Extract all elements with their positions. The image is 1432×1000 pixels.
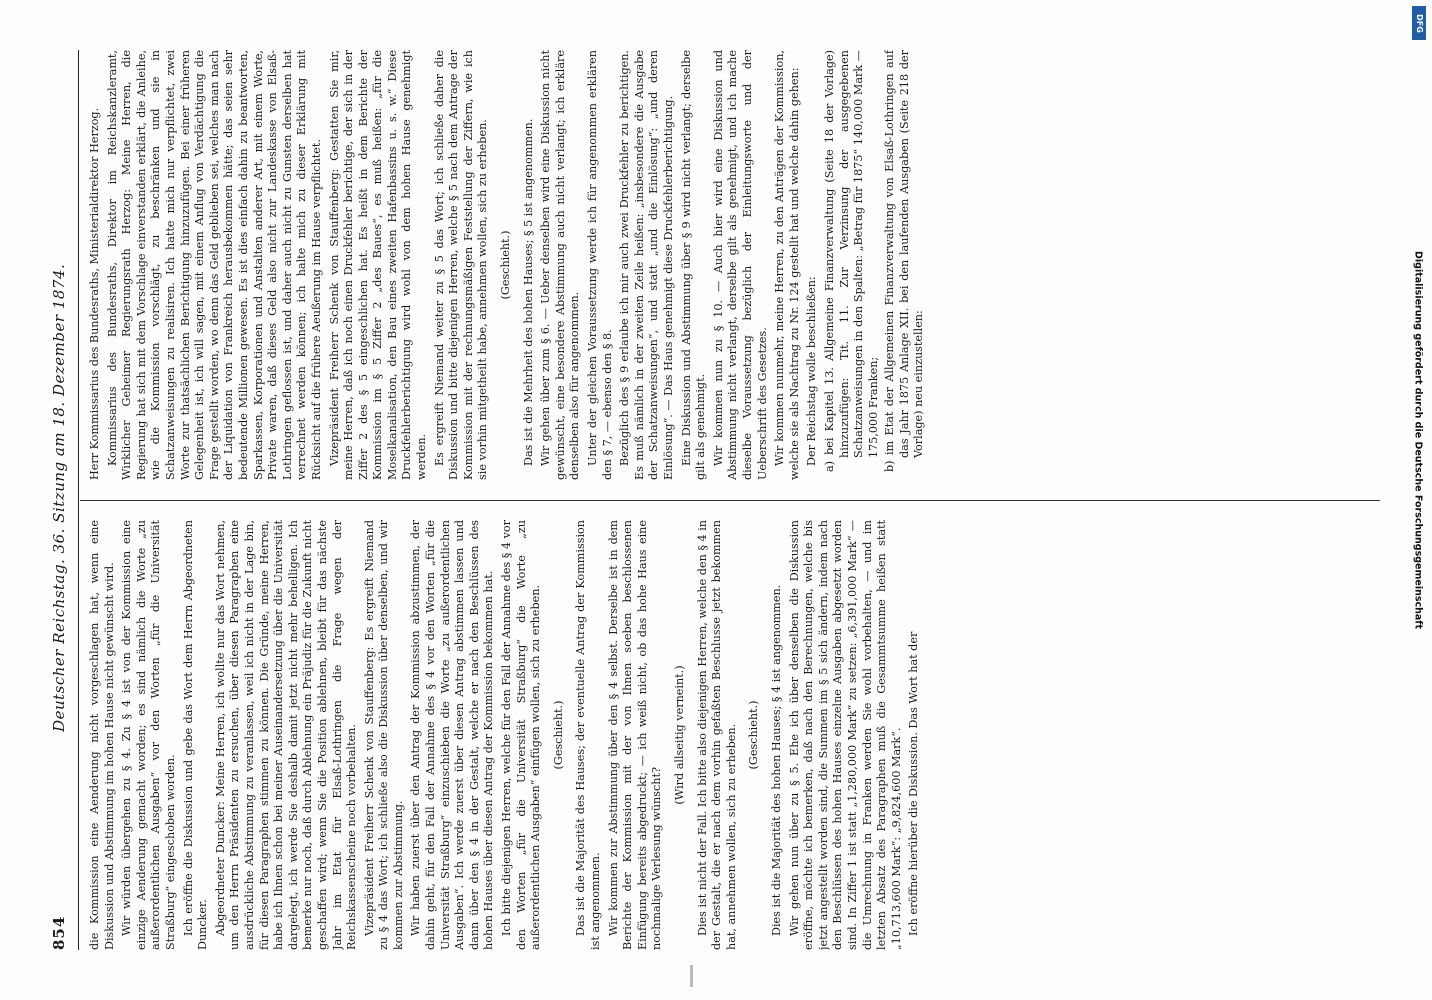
session-title: Deutscher Reichstag. 36. Sitzung am 18. Dezember 1874. [50, 263, 68, 732]
paragraph: Wir gehen über zum § 6. — Ueber denselben wird eine Diskussion nicht gewünscht, eine besondere Abstimmung auch nicht verlangt; ich erkläre denselben also für angenommen. [539, 50, 582, 480]
credit-text: Digitalisierung gefördert durch die Deutsche Forschungsgemeinschaft [1412, 251, 1424, 629]
dfg-logo: DFG [1412, 6, 1426, 40]
paragraph: Der Reichstag wolle beschließen: [805, 276, 819, 466]
paragraph: a) bei Kapitel 13. Allgemeine Finanzverwaltung (Seite 18 der Vorlage) hinzuzufügen: Tit. 11. Zur Verzinsung der ausgegebenen Schatzanweisungen in den Spalten: „Betrag für 1875“ 140,000 Mark — 175,000 Franken; [822, 50, 880, 472]
paragraph: Vizepräsident Freiherr Schenk von Stauffenberg: Es ergreift Niemand zu § 4 das Wort; ich schließe also die Diskussion über denselben, und wir kommen zur Abstimmung. [362, 520, 405, 950]
paragraph: Das ist die Majorität des Hauses; der eventuelle Antrag der Kommission ist angenommen. [574, 520, 602, 950]
paragraph: Das ist die Mehrheit des hohen Hauses; § 5 ist angenommen. [521, 118, 535, 466]
paragraph: Herr Kommissarius des Bundesraths, Ministerialdirektor Herzog. [88, 107, 101, 480]
paragraph: Wir kommen nunmehr, meine Herren, zu den Anträgen der Kommission, welche sie als Nachtrag zu Nr. 124 gestellt hat und welche dahin gehen: [773, 50, 801, 480]
left-text-column [88, 520, 1378, 950]
stage-direction: (Geschieht.) [499, 230, 513, 300]
paragraph: Dies ist nicht der Fall. Ich bitte also diejenigen Herren, welche den § 4 in der Gestalt, die er nach dem vorhin gefaßten Beschlusse jetzt bekommen hat, annehmen wollen, sich zu erheben. [695, 520, 738, 950]
page-header [50, 50, 79, 950]
page-number: 854 [50, 915, 68, 950]
digitization-credit [1410, 40, 1426, 840]
paragraph: Eine Diskussion und Abstimmung über § 9 wird nicht verlangt; derselbe gilt als genehmigt. [679, 50, 708, 480]
right-text-column [88, 50, 1378, 480]
paragraph: Ich eröffne die Diskussion und gebe das Wort dem Herrn Abgeordneten Duncker. [181, 520, 210, 950]
paragraph: Abgeordneter Duncker: Meine Herren, ich wollte nur das Wort nehmen, um den Herrn Präsidenten zu ersuchen, über diesen Paragraphen eine ausdrückliche Abstimmung zu veranlassen, weil ich nicht in der Lage bin, für diesen Paragraphen stimmen zu können. Die Gründe, meine Herren, habe ich Ihnen schon bei meiner Auseinandersetzung über die Universität dargelegt, ich werde Sie deshalb damit jetzt nicht mehr behelligen. Ich bemerke nur noch, daß durch Ablehnung ein Präjudiz für die Zukunft nicht geschaffen wird; wenn Sie die Position ablehnen, bleibt für das nächste Jahr im Etat für Elsaß-Lothringen die Frage wegen der Reichskassenscheine noch vorbehalten. [213, 520, 359, 950]
paragraph: Wir kommen nun zu § 10. — Auch hier wird eine Diskussion und Abstimmung nicht verlangt, derselbe gilt als genehmigt, und ich mache dieselbe Voraussetzung bezüglich der Einleitungsworte und der Ueberschrift des Gesetzes. [711, 50, 769, 480]
stage-direction: (Geschieht.) [551, 700, 565, 770]
paragraph: Kommissarius des Bundesraths, Direktor im Reichskanzleramt, Wirklicher Geheimer Regierungsrath Herzog: Meine Herren, die Regierung hat sich mit dem Vorschlage einverstanden erklärt, die Anleihe, wie die Kommission vorschlägt, zu beschränken und sie in Schatzanweisungen zu realisiren. Ich hatte mich nur verpflichtet, zwei Worte zur thatsächlichen Berichtigung hinzuzufügen. Bei einer früheren Gelegenheit ist, ich will sagen, mit einem Anflug von Verdächtigung die Frage gestellt worden, wo denn das Geld geblieben sei, welches man nach der Liquidation von Frankreich herausbekommen hätte; das seien sehr bedeutende Millionen gewesen. Es ist dies einfach dahin zu beantworten, Sparkassen, Korporationen und Anstalten anderer Art, mit einem Worte, Private waren, daß dieses Geld also nicht zur Landeskasse von Elsaß-Lothringen geflossen ist, und daher auch nicht zu Gunsten derselben hat verrechnet werden können; ich halte mich zu dieser Erklärung mit Rücksicht auf die frühere Aeußerung im Hause verpflichtet. [105, 50, 323, 480]
paragraph: Vizepräsident Freiherr Schenk von Stauffenberg: Gestatten Sie mir, meine Herren, daß ich noch einen Druckfehler berichtige, der sich in der Ziffer 2 des § 5 eingeschlichen hat. Es heißt in dem Berichte der Kommission im § 5 Ziffer 2 „des Baues“, es muß heißen: „für die Moselkanalisation, den Bau eines zweiten Hafenbassins u. s. w.“ Diese Druckfehlerberichtigung wird wohl von dem hohen Hause genehmigt werden. [327, 50, 429, 480]
paragraph: Wir kommen zur Abstimmung über den § 4 selbst. Derselbe ist in dem Berichte der Kommission mit der von Ihnen soeben beschlossenen Einfügung bereits abgedruckt; — ich weiß nicht, ob das hohe Haus eine nochmalige Verlesung wünscht? [606, 520, 664, 950]
paragraph: Unter der gleichen Voraussetzung werde ich für angenommen erklären den § 7, — ebenso den § 8. [586, 50, 614, 480]
column-divider [80, 500, 1380, 501]
paragraph: die Kommission eine Aenderung nicht vorgeschlagen hat, wenn eine Diskussion und Abstimmung im hohen Hause nicht gewünscht wird. [88, 520, 116, 950]
paragraph: Dies ist die Majorität des hohen Hauses; § 4 ist angenommen. [769, 584, 783, 936]
paragraph: Bezüglich des § 9 erlaube ich mir auch zwei Druckfehler zu berichtigen. Es muß nämlich in der zweiten Zeile heißen: „insbesondere die Ausgabe der Schatzanweisungen“, und statt „und die Einlösung“: „und deren Einlösung“. — Das Haus genehmigt diese Druckfehlerberichtigung. [618, 50, 675, 480]
paragraph: Ich bitte diejenigen Herren, welche für den Fall der Annahme des § 4 vor den Worten „für die Universität Straßburg“ die Worte „zu außerordentlichen Ausgaben“ einfügen wollen, sich zu erheben. [500, 520, 543, 950]
stage-direction: (Geschieht.) [747, 700, 761, 770]
scan-mark [690, 965, 693, 987]
paragraph: Wir würden übergehen zu § 4. Zu § 4 ist von der Kommission eine einzige Aenderung gemacht worden; es sind nämlich die Worte „zu außerordentlichen Ausgaben“ vor den Worten „für die Universität Straßburg“ eingeschoben worden. [120, 520, 177, 950]
paragraph: Ich eröffne hierüber die Diskussion. Das Wort hat der [907, 631, 921, 936]
paragraph: Wir gehen nun über zu § 5. Ehe ich über denselben die Diskussion eröffne, möchte ich bemerken, daß nach den Berechnungen, welche bis jetzt angestellt worden sind, die Summen im § 5 sich ändern, indem nach den Beschlüssen des hohen Hauses einzelne Ausgaben abgesetzt worden sind. In Ziffer 1 ist statt „1,280,000 Mark“ zu setzen: „6,391,000 Mark“ — die Umrechnung in Franken werden Sie wohl vorbehalten, — und im letzten Absatz des Paragraphen muß die Gesammtsumme heißen statt „10,713,600 Mark“: „9,824,600 Mark“. [787, 520, 903, 950]
stage-direction: (Wird allseitig verneint.) [672, 665, 686, 805]
rotated-newspaper-sheet [36, 30, 1396, 970]
paragraph: b) im Etat der Allgemeinen Finanzverwaltung von Elsaß-Lothringen auf das Jahr 1875 Anlage XII. bei den laufenden Ausgaben (Seite 218 der Vorlage) neu einzustellen: [883, 50, 926, 472]
paragraph: Es ergreift Niemand weiter zu § 5 das Wort; ich schließe daher die Diskussion und bitte diejenigen Herren, welche § 5 nach dem Antrage der Kommission mit der rechnungsmäßigen Feststellung der Ziffern, wie ich sie vorhin mitgetheilt habe, annehmen wollen, sich zu erheben. [432, 50, 490, 480]
paragraph: Wir haben zuerst über den Antrag der Kommission abzustimmen, der dahin geht, für den Fall der Annahme des § 4 vor den Worten „für die Universität Straßburg“ einzuschieben die Worte „zu außerordentlichen Ausgaben“. Ich werde zuerst über diesen Antrag abstimmen lassen und dann über den § 4 in der Gestalt, welche er nach den Beschlüssen des hohen Hauses über diesen Antrag der Kommission bekommen hat. [409, 520, 496, 950]
